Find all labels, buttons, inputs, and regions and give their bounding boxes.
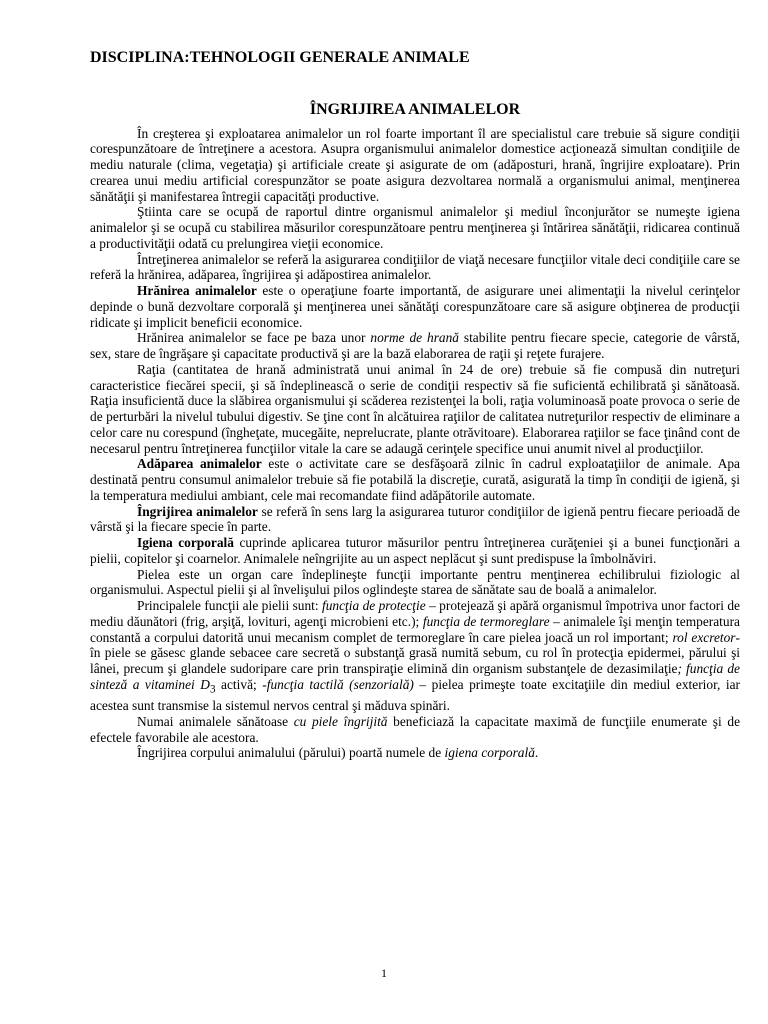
paragraph-igiena-corporala [90,535,740,567]
functii-text-e: activă; - [215,676,267,692]
discipline-heading: DISCIPLINA:TEHNOLOGII GENERALE ANIMALE [90,49,470,66]
functii-text-f: – pielea primeşte toate excitaţiile din mediul exterior, iar acestea sunt transmise la sistemul nervos central şi măduva spinări. [90,676,741,714]
term-norme-de-hrana: norme de hrană [370,330,459,346]
term-adapare: Adăparea animalelor [137,456,262,472]
sanatoase-text-b: beneficiază la capacitate maximă de funcţiile enumerate şi de efectele favorabile ale acestora. [90,713,741,745]
paragraph-norme-text-b: stabilite pentru fiecare specie, categorie de vârstă, sex, stare de îngrăşare şi capacitate productivă şi are la bază elaborarea de raţii şi reţete furajere. [90,330,740,361]
term-igiena-corporala: Igiena corporală [137,535,234,550]
sanatoase-text-a: Numai animalele sănătoase [137,713,294,729]
def-text-b: . [534,745,539,761]
page-number: 1 [381,966,387,980]
paragraph-igiena-corporala-text: cuprinde aplicarea tuturor măsurilor pentru întreţinerea curăţeniei şi a bunei funcţionări a pielii, copitelor şi coarnelor. Animalele neîngrijite au un aspect neplăcut şi sunt predispuse la îmbolnăviri. [90,535,740,566]
term-functia-protectie: funcţia de protecţie [322,598,426,613]
paragraph-ratia: Raţia (cantitatea de hrană administrată unui animal în 24 de ore) trebuie să fie compusă din nutreţuri caracteristice fiecărei specii, şi să îndeplinească o serie de condiţii respectiv să fie suficientă echilibrată şi sănătoasă. Raţia insuficientă duce la slăbirea organismului şi scăderea rezistenţei la boli, raţia voluminoasă poate provoca o serie de de perturbări la nivelul tubului digestiv. Se ţine cont în alcătuirea raţiilor de calitatea nutreţurilor respectiv de eliminare a celor care nu corespund (îngheţate, mucegăite, neprelucrate, plante otrăvitoare). Elaborarea raţiilor se face ţinând cont de necesarul pentru întreţinerea funcţiilor vitale la care se adaugă cerinţele specifice unui anumit nivel al producţiilor. [90,361,740,456]
paragraph-hranire [90,283,740,330]
paragraph-norme-text-a: Hrănirea animalelor se face pe baza unor [137,330,371,346]
functii-text-a: Principalele funcţii ale pielii sunt: [137,598,322,613]
paragraph-animale-sanatoase [90,714,740,746]
paragraph-ingrijire [90,504,740,536]
paragraph-pielea: Pielea este un organ care îndeplineşte funcţii importante pentru menţinerea echilibrului fiziologic al organismului. Aspectul pielii şi al învelişului pilos oglindeşte starea de sănătate sau de boală a animalelor. [90,566,740,598]
functii-text-d: - în piele se găsesc glande sebacee care secretă o substanţă grasă numită sebum, cu rol în protecţia epidermei, părului şi lânei, precum şi glandele sudoripare care prin transpiraţie elimină din organism substanţele de dezasimilaţie [90,629,740,676]
term-piele-ingrijita: cu piele îngrijită [293,713,388,729]
term-rol-excretor: rol excretor [672,629,736,645]
paragraph-ingrijire-text: se referă în sens larg la asigurarea tuturor condiţiilor de igienă pentru fiecare perioadă de vârstă şi la fiecare specie în parte. [90,503,740,535]
paragraph-intretinere: Întreţinerea animalelor se referă la asigurarea condiţiilor de viaţă necesare funcţiilor vitale deci condiţiile care se referă la hrănirea, adăparea, îngrijirea şi adăpostirea animalelor. [90,251,740,283]
paragraph-igiena-corporala-def [90,745,740,761]
term-ingrijire: Îngrijirea animalelor [137,503,258,519]
paragraph-functii-piele [90,598,740,714]
term-functia-tactila: funcţia tactilă (senzorială) [266,676,414,692]
paragraph-adapare-text: este o activitate care se desfăşoară zilnic în cadrul exploataţiilor de animale. Apa destinată pentru consumul animalelor trebuie să fie potabilă la discreţie, curată, asigurată la timp în condiţii de igienă, şi la temperatura mediului ambiant, cele mai recomandate fiind adăpătorile automate. [90,456,740,503]
paragraph-adapare [90,456,740,503]
functii-text-b: – protejează şi apără organismul împotriva unor factori de mediu dăunători (frig, arşiţă, lovituri, agenţi microbieni etc.); [90,598,740,629]
paragraph-hranire-text: este o operaţiune foarte importantă, de asigurare unei alimentaţii la nivelul cerinţelor depinde o bună dezvoltare corporală şi menţinerea unei sănătăţi corespunzătoare care să asigure obţinerea de producţii ridicate şi implicit beneficii economice. [90,283,740,330]
term-functia-termoreglare: funcţia de termoreglare [422,613,550,629]
document-title: ÎNGRIJIREA ANIMALELOR [309,100,521,118]
def-text-a: Îngrijirea corpului animalului (părului) poartă numele de [137,745,445,761]
vitamin-subscript: 3 [209,683,216,696]
paragraph-intro: În creşterea şi exploatarea animalelor un rol foarte important îl are specialistul care trebuie să sigure condiţii corespunzătoare de întreţinere a acestora. Asupra organismului animalelor domestice acţionează simultan condiţiile de mediu naturale (clima, vegetaţia) şi artificiale create şi asigurate de om (adăposturi, hrană, îngrijire exploatare). Prin crearea unui mediu artificial corespunzător se poate asigura dezvoltarea normală a organismului animal, menţinerea sănătăţii şi manifestarea întregii capacităţi productive. [90,125,740,204]
paragraph-norme [90,330,740,362]
document-page [90,50,740,761]
term-functia-sinteza: ; funcţia de sinteză a vitaminei D [90,661,740,692]
functii-text-c: – animalele îşi menţin temperatura constantă a corpului datorită unui mecanism complet de termoreglare în care pielea joacă un rol important; [90,613,740,645]
term-igiena-corporala-italic: igiena corporală [444,745,535,761]
term-hranire: Hrănirea animalelor [137,283,257,298]
paragraph-igiena: Ştiinta care se ocupă de raportul dintre organismul animalelor şi mediul înconjurător se numeşte igiena animalelor şi se ocupă cu stabilirea măsurilor corespunzătoare pentru menţinerea şi întărirea sănătăţii, ridicarea continuă a productivităţii odată cu prelungirea vieţii economice. [90,204,740,251]
